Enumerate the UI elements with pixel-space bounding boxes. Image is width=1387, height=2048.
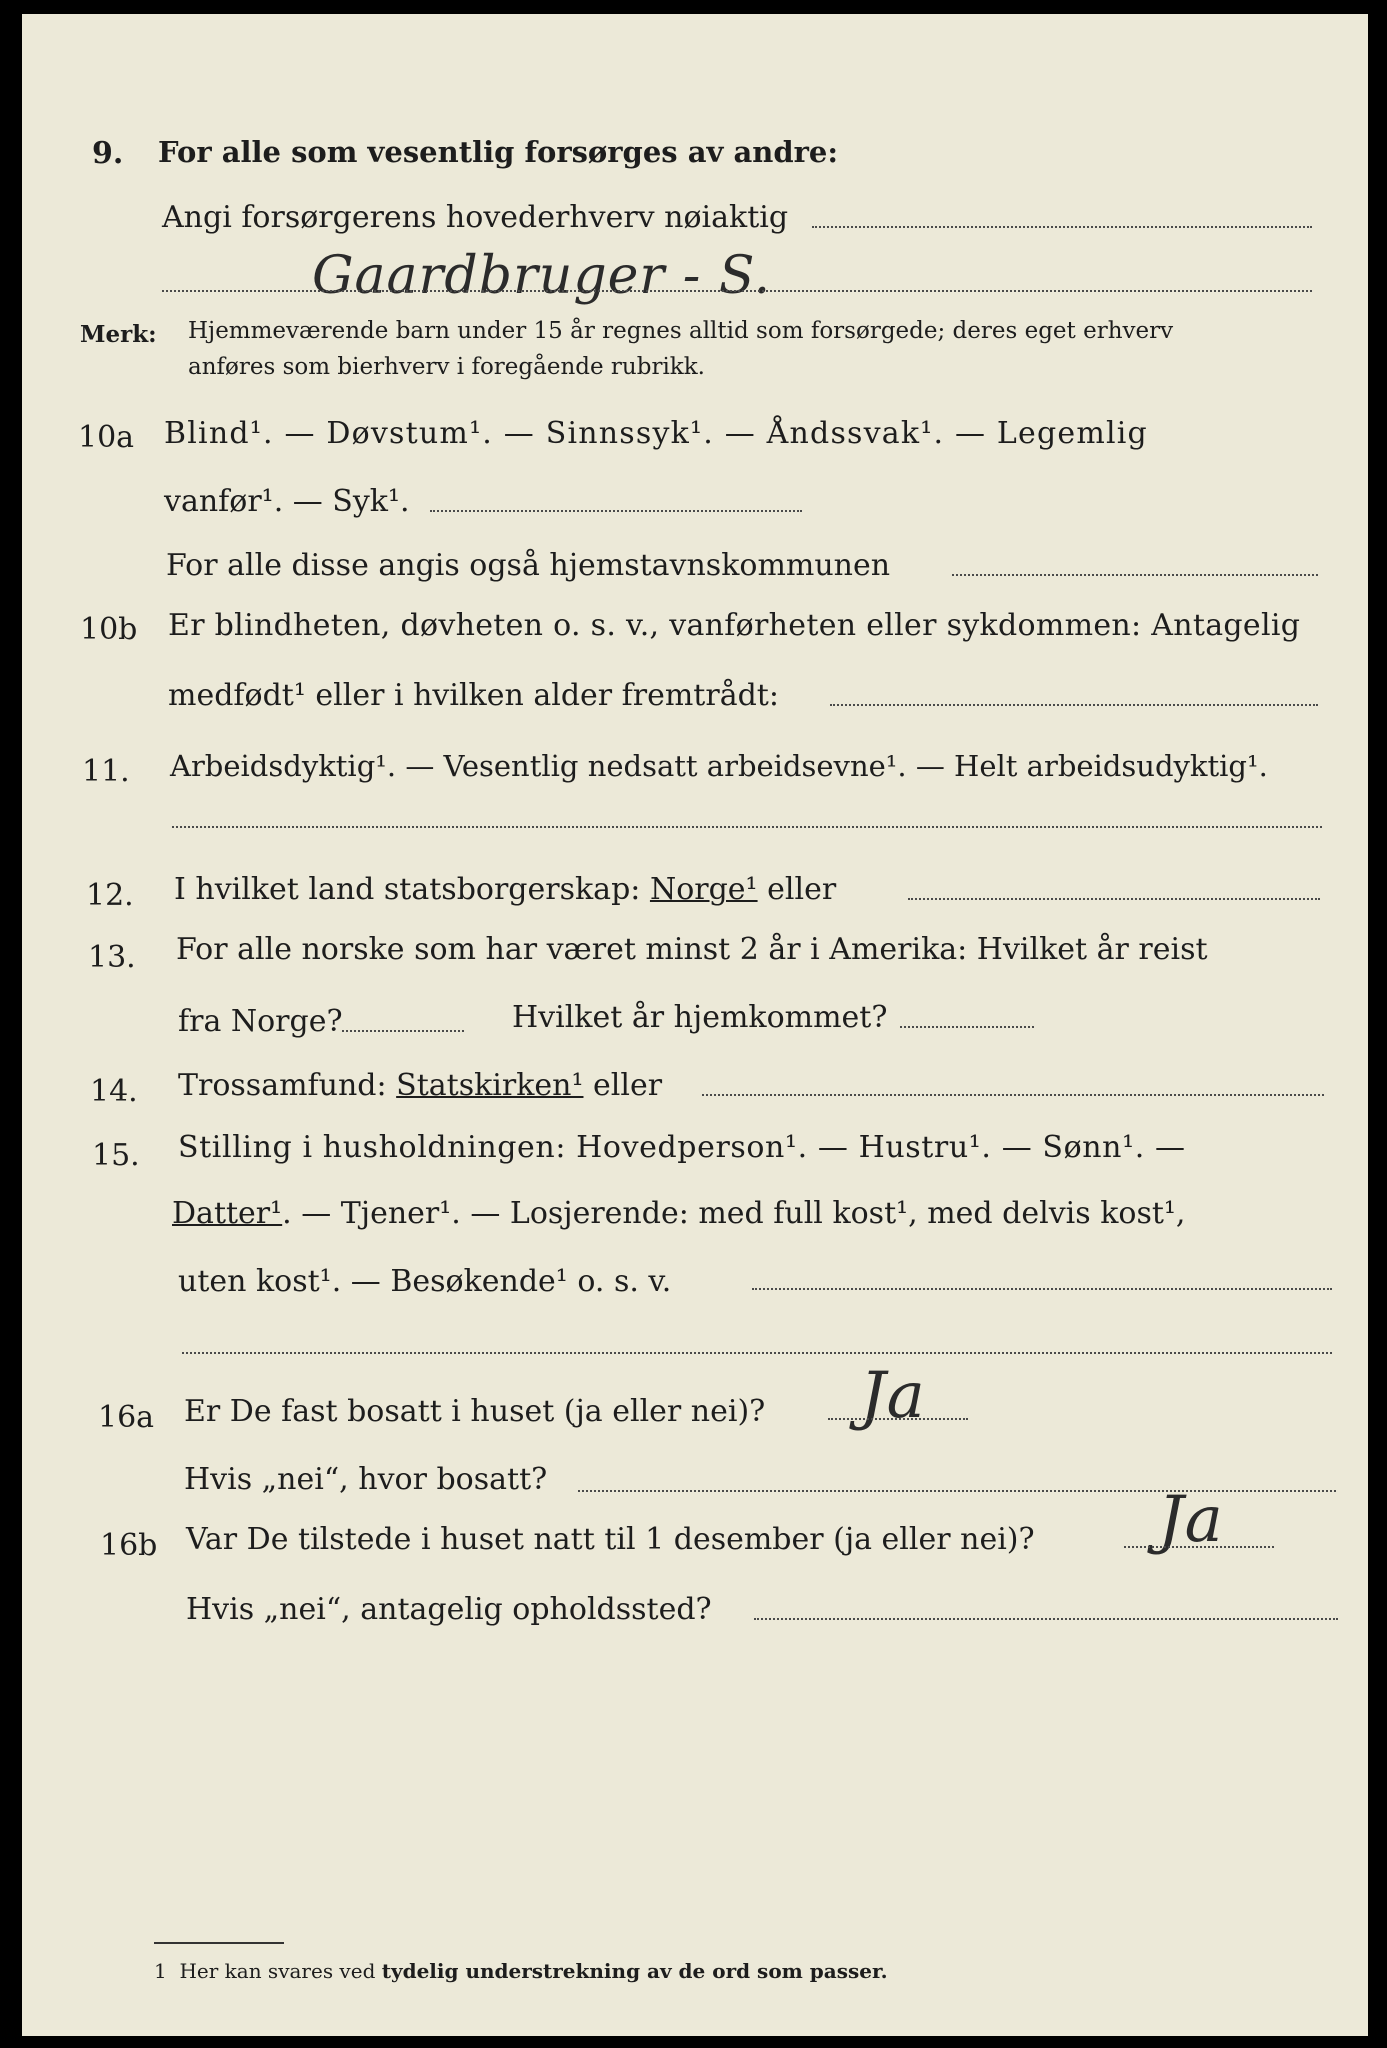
q16b-line-2: Hvis „nei“, antagelig opholdssted? bbox=[186, 1592, 712, 1627]
q16b-line-1: Var De tilstede i huset natt til 1 desember (ja eller nei)? bbox=[186, 1522, 1035, 1557]
q10a-line-3: For alle disse angis også hjemstavnskommunen bbox=[166, 548, 891, 583]
q13-line-2b: Hvilket år hjemkommet? bbox=[512, 1000, 888, 1035]
q11-answer-line bbox=[172, 826, 1322, 828]
q9-answer-line bbox=[162, 290, 1312, 292]
q16a-number: 16a bbox=[98, 1400, 155, 1435]
note-line-1: Hjemmeværende barn under 15 år regnes alltid som forsørgede; deres eget erhverv bbox=[188, 318, 1174, 344]
q10a-line-1: Blind¹. — Døvstum¹. — Sinnssyk¹. — Åndssvak¹. — Legemlig bbox=[164, 416, 1148, 451]
footnote-mark: 1 bbox=[154, 1959, 167, 1983]
q10a-dotted-line bbox=[430, 510, 802, 512]
q12-prefix: I hvilket land statsborgerskap: bbox=[174, 872, 641, 907]
q11-line-1: Arbeidsdyktig¹. — Vesentlig nedsatt arbeidsevne¹. — Helt arbeidsudyktig¹. bbox=[170, 749, 1268, 783]
q15-line-2-row bbox=[172, 1196, 1185, 1232]
q10b-line-2: medfødt¹ eller i hvilken alder fremtrådt: bbox=[168, 678, 779, 713]
q16b-number: 16b bbox=[100, 1528, 158, 1563]
q13-line-2a: fra Norge? bbox=[178, 1004, 343, 1039]
footnote-rule bbox=[154, 1942, 284, 1944]
q10a-hjemstavn-line bbox=[952, 574, 1318, 576]
q15-line-2: . — Tjener¹. — Losjerende: med full kost¹, med delvis kost¹, bbox=[282, 1196, 1186, 1231]
q13-number: 13. bbox=[88, 940, 136, 975]
q12-dotted-line bbox=[908, 898, 1320, 900]
q15-number: 15. bbox=[92, 1138, 140, 1173]
q16a-handwritten-answer: Ja bbox=[860, 1359, 926, 1433]
q10b-dotted-line bbox=[830, 704, 1318, 706]
q9-handwritten-answer: Gaardbruger - S. bbox=[312, 246, 772, 306]
q12-number: 12. bbox=[86, 878, 134, 913]
q12-suffix: eller bbox=[767, 872, 837, 907]
q10b-line-1: Er blindheten, døvheten o. s. v., vanførheten eller sykdommen: Antagelig bbox=[168, 608, 1301, 643]
q10b-number: 10b bbox=[80, 612, 138, 647]
q15-answer-line bbox=[182, 1352, 1332, 1354]
q9-prompt: Angi forsørgerens hovederhverv nøiaktig bbox=[162, 200, 789, 235]
q11-number: 11. bbox=[82, 754, 130, 789]
q13-hjemkommet-line bbox=[900, 1026, 1034, 1028]
q14-underlined-answer: Statskirken¹ bbox=[396, 1068, 584, 1103]
q13-line-1: For alle norske som har været minst 2 år i Amerika: Hvilket år reist bbox=[176, 932, 1208, 967]
q15-underlined-answer: Datter¹ bbox=[172, 1196, 283, 1231]
q13-reist-line bbox=[342, 1030, 464, 1032]
q14-suffix: eller bbox=[593, 1068, 663, 1103]
q14-number: 14. bbox=[90, 1074, 138, 1109]
q9-number: 9. bbox=[92, 136, 124, 171]
footnote bbox=[154, 1956, 888, 1986]
q16b-handwritten-answer: Ja bbox=[1158, 1483, 1224, 1557]
q14-text bbox=[178, 1068, 662, 1104]
q14-dotted-line bbox=[702, 1094, 1324, 1096]
q16a-line-2: Hvis „nei“, hvor bosatt? bbox=[184, 1462, 548, 1497]
note-label: Merk: bbox=[80, 321, 157, 348]
q14-prefix: Trossamfund: bbox=[178, 1068, 387, 1103]
q12-text bbox=[174, 872, 836, 908]
footnote-text-plain: Her kan svares ved bbox=[179, 1959, 376, 1983]
q9-dotted-line bbox=[812, 226, 1312, 228]
q16a-line-1: Er De fast bosatt i huset (ja eller nei)? bbox=[184, 1394, 766, 1429]
q15-line-3: uten kost¹. — Besøkende¹ o. s. v. bbox=[178, 1264, 672, 1299]
footnote-text-bold: tydelig understrekning av de ord som passer. bbox=[381, 1959, 888, 1983]
q15-dotted-line bbox=[752, 1288, 1332, 1290]
q12-underlined-answer: Norge¹ bbox=[649, 872, 758, 907]
q16b-opholdssted-line bbox=[754, 1618, 1338, 1620]
q10a-number: 10a bbox=[78, 420, 135, 455]
q15-line-1: Stilling i husholdningen: Hovedperson¹. — Hustru¹. — Sønn¹. — bbox=[178, 1130, 1186, 1165]
q16a-dotted-line bbox=[828, 1418, 968, 1420]
q16b-dotted-line bbox=[1124, 1546, 1274, 1548]
census-form-page bbox=[22, 14, 1368, 2036]
q10a-line-2: vanfør¹. — Syk¹. bbox=[164, 484, 410, 519]
note-line-2: anføres som bierhverv i foregående rubrikk. bbox=[188, 354, 705, 380]
q9-heading: For alle som vesentlig forsørges av andre: bbox=[158, 135, 839, 169]
